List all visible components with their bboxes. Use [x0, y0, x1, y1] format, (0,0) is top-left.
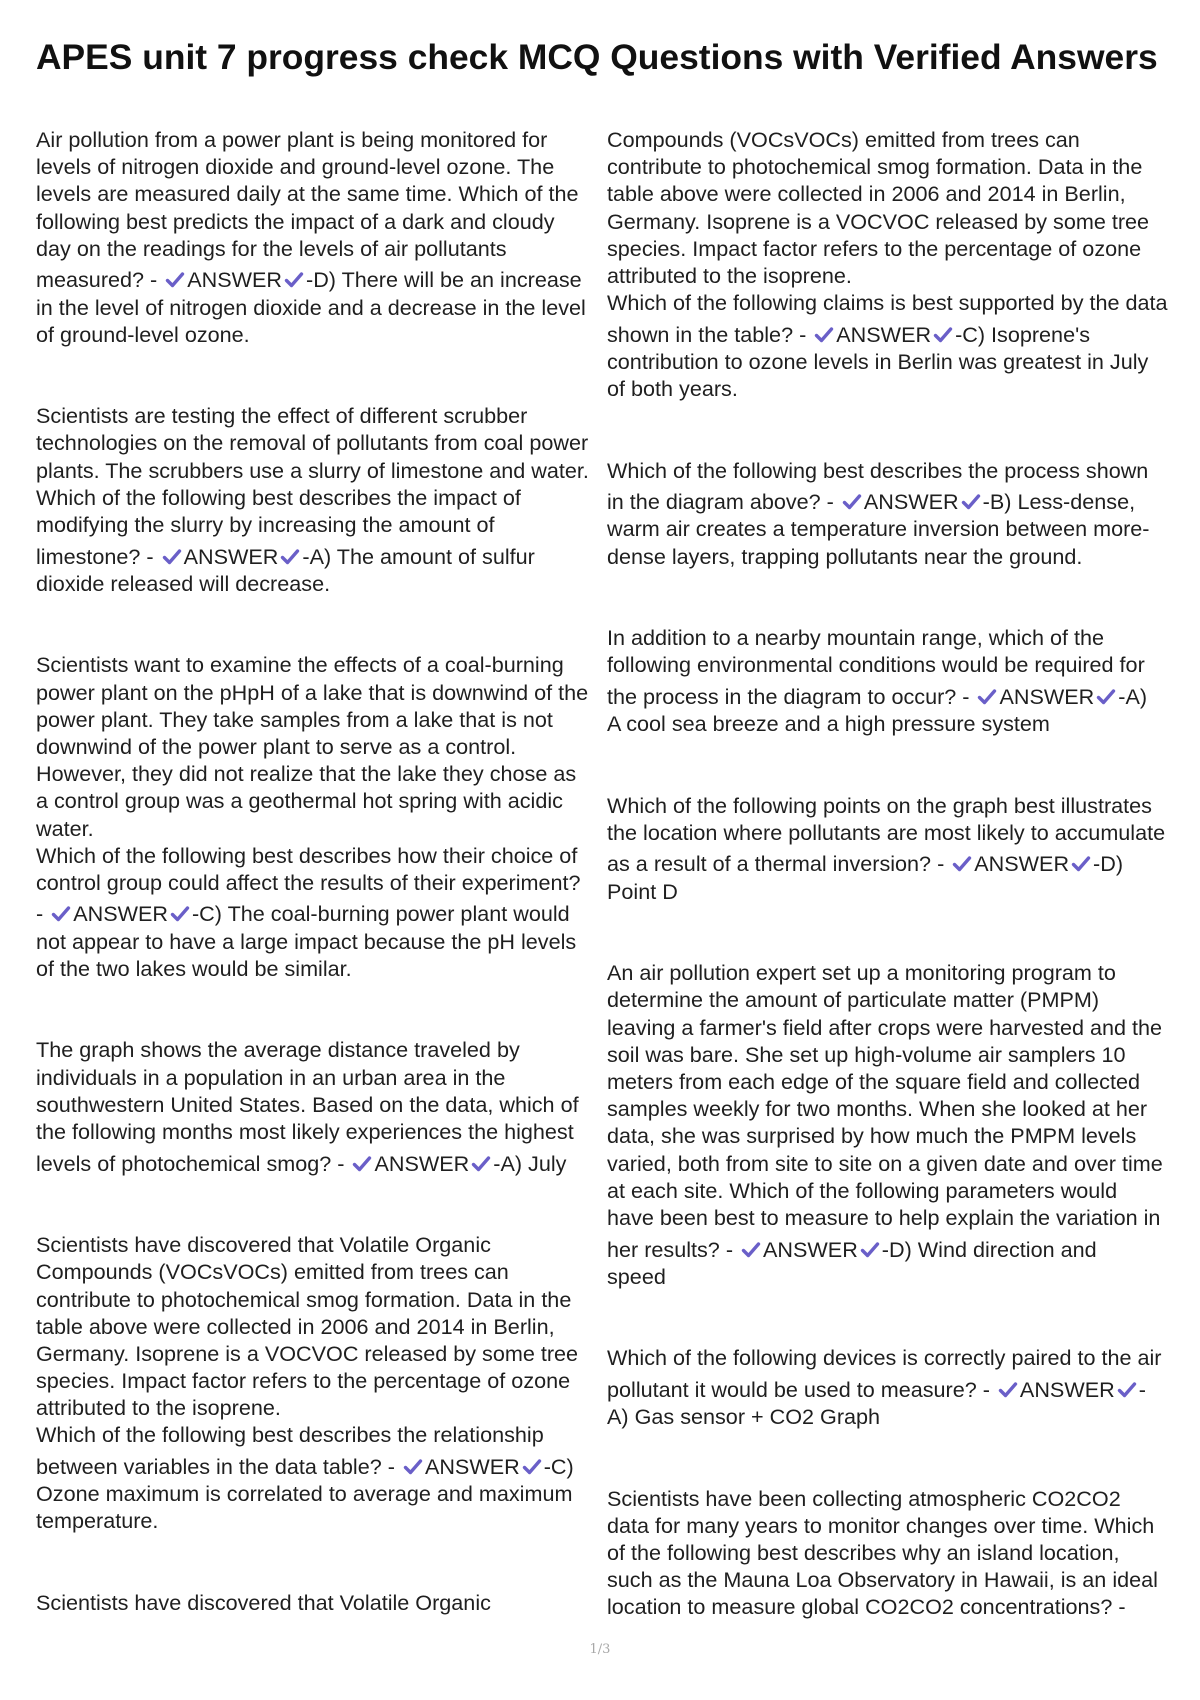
check-icon — [169, 904, 191, 924]
question-block — [607, 1485, 1179, 1621]
text-line: speed — [607, 1263, 666, 1289]
text-line: Germany. Isoprene is a VOCVOC released by some tree — [607, 208, 1150, 234]
question-text: in the diagram above? - — [607, 489, 840, 515]
check-icon — [932, 325, 954, 345]
question-block — [36, 651, 598, 982]
answer-label: ANSWER — [183, 543, 279, 569]
check-icon — [50, 904, 72, 924]
check-icon — [164, 270, 186, 290]
answer-label: ANSWER — [374, 1150, 470, 1176]
text-line: following environmental conditions would be required for — [607, 652, 1145, 678]
question-block — [36, 1036, 598, 1176]
answer-text: -C) The coal-burning power plant would — [191, 901, 570, 927]
text-line: A cool sea breeze and a high pressure system — [607, 711, 1050, 737]
question-text: levels of photochemical smog? - — [36, 1150, 351, 1176]
answer-text: -A) July — [493, 1150, 567, 1176]
text-line: In addition to a nearby mountain range, which of the — [607, 625, 1104, 651]
question-text: her results? - — [607, 1236, 740, 1262]
text-line: modifying the slurry by increasing the amount of — [36, 512, 495, 538]
text-line: samples weekly for two months. When she looked at her — [607, 1096, 1148, 1122]
text-line: Compounds (VOCsVOCs) emitted from trees can — [607, 127, 1080, 152]
left-column — [36, 126, 598, 1671]
text-line: Scientists have discovered that Volatile Organic — [36, 1232, 491, 1258]
answer-text: -A) The amount of sulfur — [302, 543, 535, 569]
text-line: plants. The scrubbers use a slurry of limestone and water. — [36, 457, 589, 483]
text-line: table above were collected in 2006 and 2014 in Berlin, — [36, 1313, 555, 1339]
answer-label: ANSWER — [836, 321, 932, 347]
text-line: southwestern United States. Based on the data, which of — [36, 1091, 579, 1117]
question-text: measured? - — [36, 267, 164, 293]
text-line: Scientists are testing the effect of different scrubber — [36, 403, 528, 429]
text-line: species. Impact factor refers to the percentage of ozone — [36, 1368, 571, 1394]
text-line: of the two lakes would be similar. — [36, 955, 352, 981]
question-block — [36, 1589, 598, 1616]
answer-text: -D) There will be an increase — [306, 267, 582, 293]
check-icon — [161, 547, 183, 567]
check-icon — [951, 854, 973, 874]
check-icon — [997, 1380, 1019, 1400]
text-line: have been best to measure to help explain the variation in — [607, 1204, 1161, 1230]
text-line: the following months most likely experiences the highest — [36, 1118, 574, 1144]
answer-line — [36, 896, 598, 928]
text-line: Which of the following best describes how their choice of — [36, 842, 578, 868]
text-line: Germany. Isoprene is a VOCVOC released by some tree — [36, 1340, 579, 1366]
question-text: the process in the diagram to occur? - — [607, 683, 976, 709]
answer-line — [36, 262, 598, 294]
answer-line — [36, 538, 598, 570]
text-line: of both years. — [607, 376, 738, 402]
text-line: warm air creates a temperature inversion between more- — [607, 516, 1150, 542]
text-line: Which of the following best describes the process shown — [607, 457, 1149, 483]
text-line: Compounds (VOCsVOCs) emitted from trees can — [36, 1259, 509, 1285]
check-icon — [351, 1154, 373, 1174]
text-line: temperature. — [36, 1508, 159, 1534]
answer-line — [607, 1371, 1179, 1403]
text-line: location to measure global CO2CO2 concentrations? - — [607, 1594, 1126, 1620]
check-icon — [1070, 854, 1092, 874]
right-column — [607, 126, 1179, 1675]
check-icon — [521, 1457, 543, 1477]
text-line: Point D — [607, 878, 678, 904]
answer-line — [36, 1449, 598, 1481]
text-line: However, they did not realize that the lake they chose as — [36, 761, 577, 787]
question-block — [607, 457, 1179, 570]
text-line: individuals in a population in an urban area in the — [36, 1064, 506, 1090]
text-line: soil was bare. She set up high-volume air samplers 10 — [607, 1041, 1126, 1067]
answer-text: - — [1138, 1376, 1146, 1402]
text-line: determine the amount of particulate matter (PMPM) — [607, 987, 1100, 1013]
text-line: table above were collected in 2006 and 2014 in Berlin, — [607, 181, 1126, 207]
answer-line — [607, 679, 1179, 711]
answer-line — [607, 1231, 1179, 1263]
answer-text: -A) — [1118, 683, 1148, 709]
text-line: dioxide released will decrease. — [36, 570, 331, 596]
text-line: attributed to the isoprene. — [607, 262, 852, 288]
text-line: technologies on the removal of pollutants from coal power — [36, 430, 589, 456]
text-line: downwind of the power plant to serve as a control. — [36, 733, 517, 759]
text-line: Which of the following best describes the impact of — [36, 484, 521, 510]
text-line: levels are measured daily at the same time. Which of the — [36, 181, 579, 207]
answer-line — [607, 846, 1179, 878]
text-line: day on the readings for the levels of air pollutants — [36, 235, 507, 261]
answer-text: -D) Wind direction and — [881, 1236, 1097, 1262]
check-icon — [841, 492, 863, 512]
text-line: data for many years to monitor changes over time. Which — [607, 1512, 1155, 1538]
text-line: leaving a farmer's field after crops were harvested and the — [607, 1014, 1163, 1040]
text-line: Air pollution from a power plant is being monitored for — [36, 127, 548, 152]
answer-text: -B) Less-dense, — [982, 489, 1136, 515]
text-line: An air pollution expert set up a monitoring program to — [607, 960, 1116, 986]
check-icon — [960, 492, 982, 512]
answer-label: ANSWER — [763, 1236, 858, 1262]
question-text: pollutant it would be used to measure? - — [607, 1376, 996, 1402]
text-line: Ozone maximum is correlated to average and maximum — [36, 1481, 573, 1507]
text-line: a control group was a geothermal hot spring with acidic — [36, 788, 563, 814]
question-block — [36, 126, 598, 348]
text-line: at each site. Which of the following parameters would — [607, 1177, 1118, 1203]
answer-text: -D) — [1093, 851, 1124, 877]
text-line: such as the Mauna Loa Observatory in Hawaii, is an ideal — [607, 1567, 1158, 1593]
text-line: Scientists want to examine the effects of a coal-burning — [36, 652, 564, 678]
check-icon — [283, 270, 305, 290]
text-line: power plant. They take samples from a lake that is not — [36, 706, 553, 732]
page-number: 1/3 — [589, 1642, 611, 1657]
text-line: Which of the following best describes the relationship — [36, 1422, 544, 1448]
question-block — [607, 792, 1179, 905]
question-block — [607, 624, 1179, 737]
answer-line — [607, 484, 1179, 516]
text-line: Scientists have been collecting atmospheric CO2CO2 — [607, 1485, 1121, 1511]
question-block — [36, 402, 598, 597]
question-block — [607, 959, 1179, 1290]
text-line: not appear to have a large impact because the pH levels — [36, 928, 577, 954]
question-block — [607, 126, 1179, 402]
answer-text: -C) — [543, 1454, 574, 1480]
text-line: the location where pollutants are most likely to accumulate — [607, 819, 1166, 845]
answer-label: ANSWER — [999, 683, 1095, 709]
text-line: attributed to the isoprene. — [36, 1395, 281, 1421]
page-title: APES unit 7 progress check MCQ Questions with Verified Answers — [36, 37, 1158, 77]
text-line: levels of nitrogen dioxide and ground-level ozone. The — [36, 154, 555, 180]
text-line: data, she was surprised by how much the PMPM levels — [607, 1123, 1137, 1149]
text-line: Which of the following claims is best supported by the data — [607, 290, 1168, 316]
answer-line — [36, 1145, 598, 1177]
check-icon — [279, 547, 301, 567]
check-icon — [859, 1240, 881, 1260]
text-line: Scientists have discovered that Volatile Organic — [36, 1589, 491, 1615]
text-line: Which of the following points on the graph best illustrates — [607, 792, 1152, 818]
answer-label: ANSWER — [974, 851, 1070, 877]
answer-text: -C) Isoprene's — [955, 321, 1090, 347]
question-text: shown in the table? - — [607, 321, 813, 347]
check-icon — [740, 1240, 762, 1260]
answer-label: ANSWER — [1019, 1376, 1115, 1402]
answer-label: ANSWER — [863, 489, 959, 515]
text-line: species. Impact factor refers to the percentage of ozone — [607, 235, 1142, 261]
check-icon — [470, 1154, 492, 1174]
text-line: contribution to ozone levels in Berlin was greatest in July — [607, 348, 1149, 374]
text-line: The graph shows the average distance traveled by — [36, 1037, 520, 1063]
answer-line — [607, 316, 1179, 348]
text-line: following best predicts the impact of a dark and cloudy — [36, 208, 555, 234]
question-text: as a result of a thermal inversion? - — [607, 851, 951, 877]
text-line: of ground-level ozone. — [36, 321, 250, 347]
text-line: water. — [36, 815, 94, 841]
question-text: between variables in the data table? - — [36, 1454, 401, 1480]
question-block — [36, 1231, 598, 1534]
check-icon — [1095, 687, 1117, 707]
check-icon — [1116, 1380, 1138, 1400]
text-line: varied, both from site to site on a given date and over time — [607, 1150, 1163, 1176]
check-icon — [976, 687, 998, 707]
check-icon — [813, 325, 835, 345]
text-line: dense layers, trapping pollutants near the ground. — [607, 543, 1083, 569]
text-line: Which of the following devices is correctly paired to the air — [607, 1345, 1162, 1371]
answer-label: ANSWER — [424, 1454, 520, 1480]
answer-label: ANSWER — [73, 901, 168, 927]
text-line: meters from each edge of the square field and collected — [607, 1069, 1140, 1094]
text-line: A) Gas sensor + CO2 Graph — [607, 1404, 881, 1430]
question-text: - — [36, 901, 50, 927]
text-line: control group could affect the results of their experiment? — [36, 869, 581, 895]
text-line: of the following best describes why an island location, — [607, 1540, 1120, 1565]
check-icon — [402, 1457, 424, 1477]
text-line: contribute to photochemical smog formation. Data in the — [607, 154, 1143, 180]
answer-label: ANSWER — [187, 267, 283, 293]
text-line: power plant on the pHpH of a lake that is downwind of the — [36, 679, 589, 705]
text-line: contribute to photochemical smog formation. Data in the — [36, 1286, 572, 1312]
question-text: limestone? - — [36, 543, 160, 569]
question-block — [607, 1344, 1179, 1430]
text-line: in the level of nitrogen dioxide and a decrease in the level — [36, 294, 586, 320]
